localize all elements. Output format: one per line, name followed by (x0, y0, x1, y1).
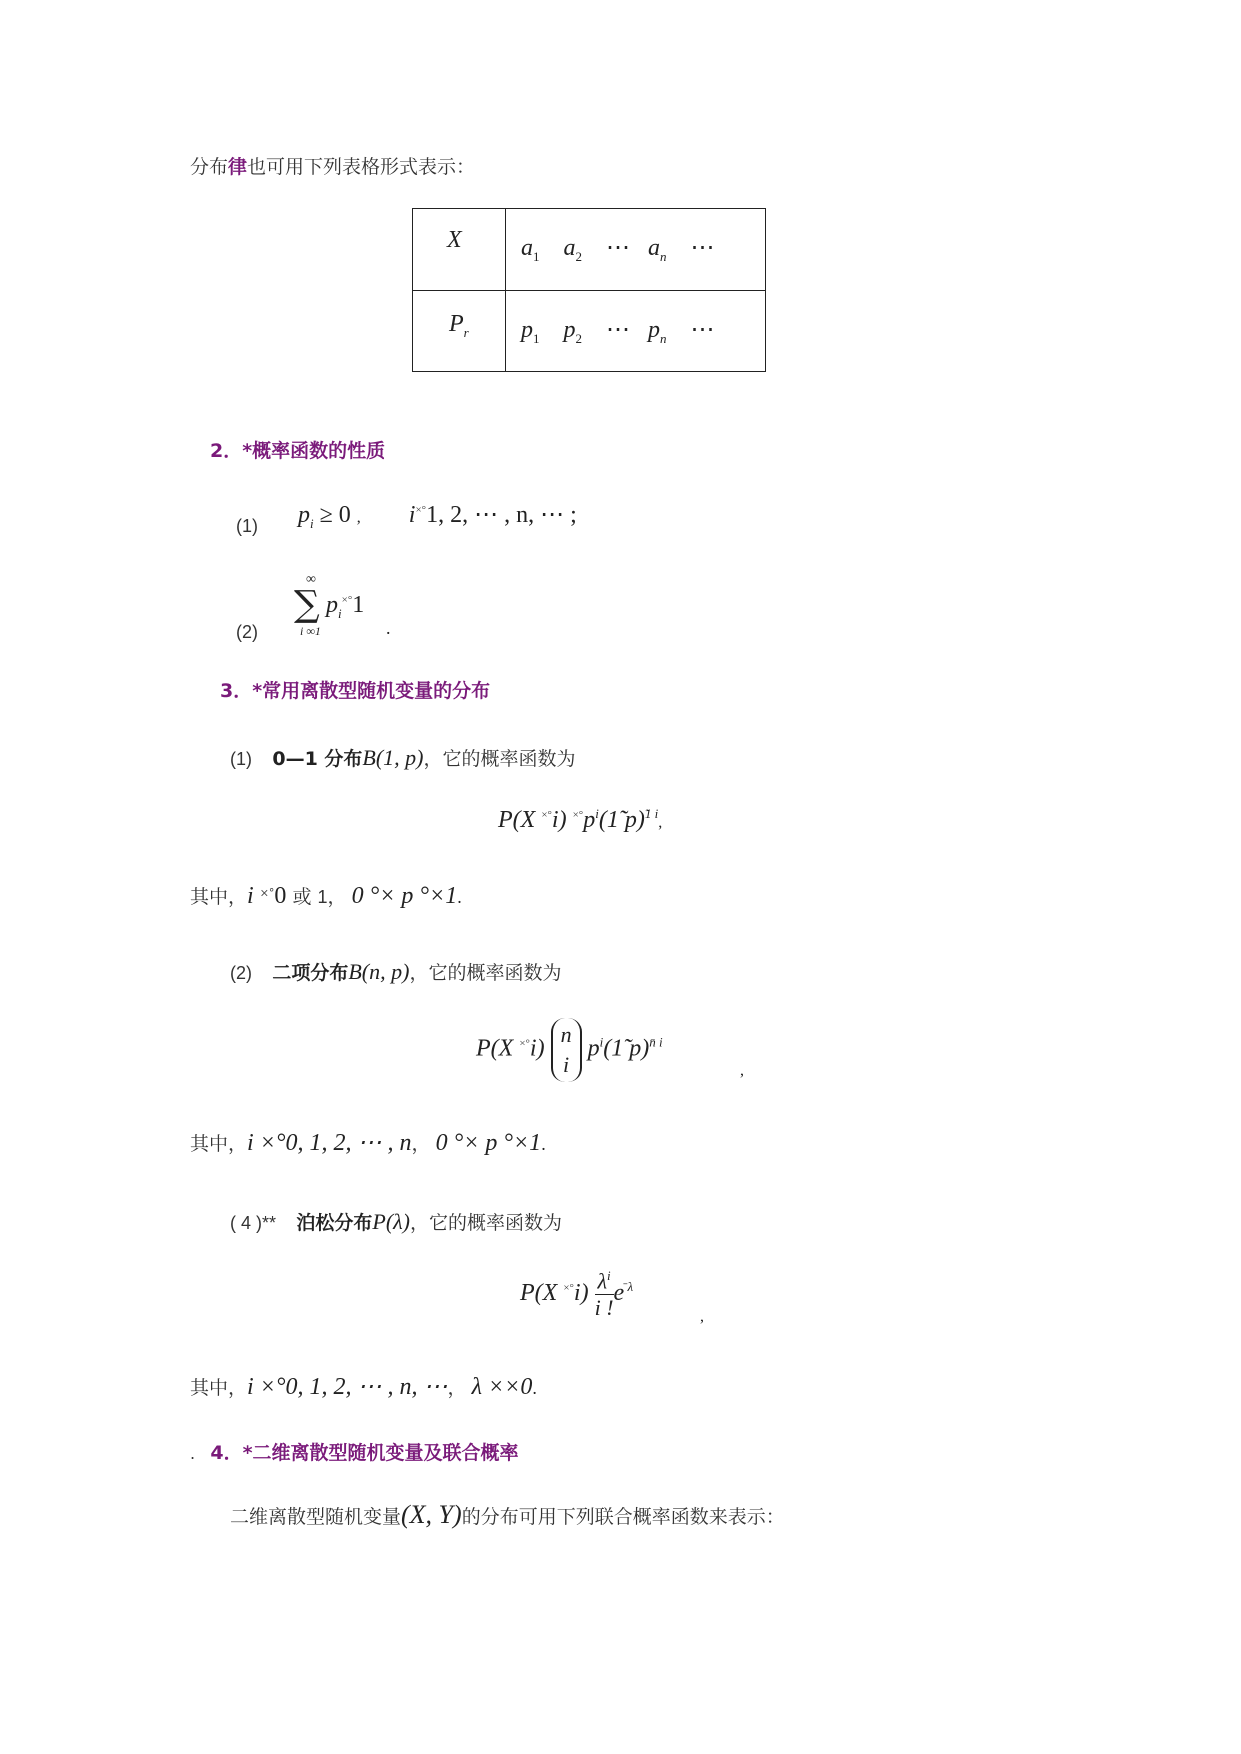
sub4-line (230, 1208, 562, 1235)
table-row1-label: X (447, 227, 462, 253)
sub2-formula: P(X ×°i) n i $p^i(1̃$ p)$^{n̄ i}$ (476, 1018, 663, 1082)
sub1-where: 其中，i ×°0 或 1， 0 °× p °×1. (190, 883, 462, 909)
section2-item2-sum: ∞ ∑ i ∞1 $p_i^{\times^\circ}1$ (294, 572, 365, 638)
table-row2-label: $P_r$ (449, 311, 469, 340)
sub1-label: (1) (230, 749, 252, 769)
poisson-fraction: $\frac{\lambda^i}{i !}$ (594, 1268, 614, 1321)
sub2-line (230, 958, 561, 985)
section2-item1-label: (1) (236, 516, 258, 536)
table-row2-values: $p_1$ $p_2$ ⋯ $p_n$ ⋯ (521, 317, 715, 346)
table-row1-values: $a_1$ $a_2$ ⋯ $a_n$ ⋯ (521, 235, 715, 264)
section4-heading-line: . 4．*二维离散型随机变量及联合概率 (190, 1442, 519, 1464)
sub1-notation: B(1, p) (362, 745, 424, 770)
intro-text-before: 分布 (190, 156, 229, 178)
section3-heading: 3．*常用离散型随机变量的分布 (220, 680, 491, 702)
sub1-line (230, 744, 576, 771)
section4-heading: 4．*二维离散型随机变量及联合概率 (210, 1442, 519, 1464)
sub4-title: 泊松分布 (296, 1212, 373, 1234)
sub4-notation: P(λ) (372, 1209, 410, 1234)
sub4-desc: ，它的概率函数为 (410, 1212, 563, 1234)
sub1-title: 0—1 分布 (272, 748, 363, 770)
sub4-where: 其中，i ×°0, 1, 2, ⋯ , n, ⋯， λ ××0. (190, 1374, 537, 1400)
sub1-desc: ，它的概率函数为 (423, 748, 576, 770)
sub2-label: (2) (230, 963, 252, 983)
section4-body: 二维离散型随机变量(X, Y)的分布可用下列联合概率函数来表示： (230, 1500, 785, 1529)
sub2-where: 其中，i ×°0, 1, 2, ⋯ , n， 0 °× p °×1. (190, 1130, 546, 1156)
table-divider-horizontal (413, 290, 765, 291)
section2-item2-label: (2) (236, 622, 258, 642)
sub2-formula-end: , (740, 1062, 744, 1079)
sub4-formula: P(X ×°i) $\frac{\lambda^i}{i !}$ $e^{̄ \lambda}$ (520, 1268, 634, 1321)
sub2-desc: ，它的概率函数为 (409, 962, 562, 984)
intro-text-after: 也可用下列表格形式表示： (247, 156, 476, 178)
section2-item2-end: . (386, 618, 391, 638)
sub4-formula-end: , (700, 1308, 704, 1325)
sub1-formula: P(X ×°i) $^{\times^\circ}p^i(1̃$ p)$^{̃1 i}$, (498, 806, 663, 833)
binomial-coefficient: n i (551, 1018, 582, 1082)
section2-heading: 2．*概率函数的性质 (210, 440, 386, 462)
intro-highlight: 律 (228, 156, 248, 178)
sub4-label: ( 4 )** (230, 1213, 277, 1233)
sub2-title: 二项分布 (272, 962, 349, 984)
distribution-table (412, 208, 766, 372)
section2-item1-formula: $p_i \ge 0$ , i×°1, 2, ⋯ , n, ⋯ ; (298, 502, 577, 531)
intro-line (190, 152, 475, 179)
sub2-notation: B(n, p) (348, 959, 410, 984)
